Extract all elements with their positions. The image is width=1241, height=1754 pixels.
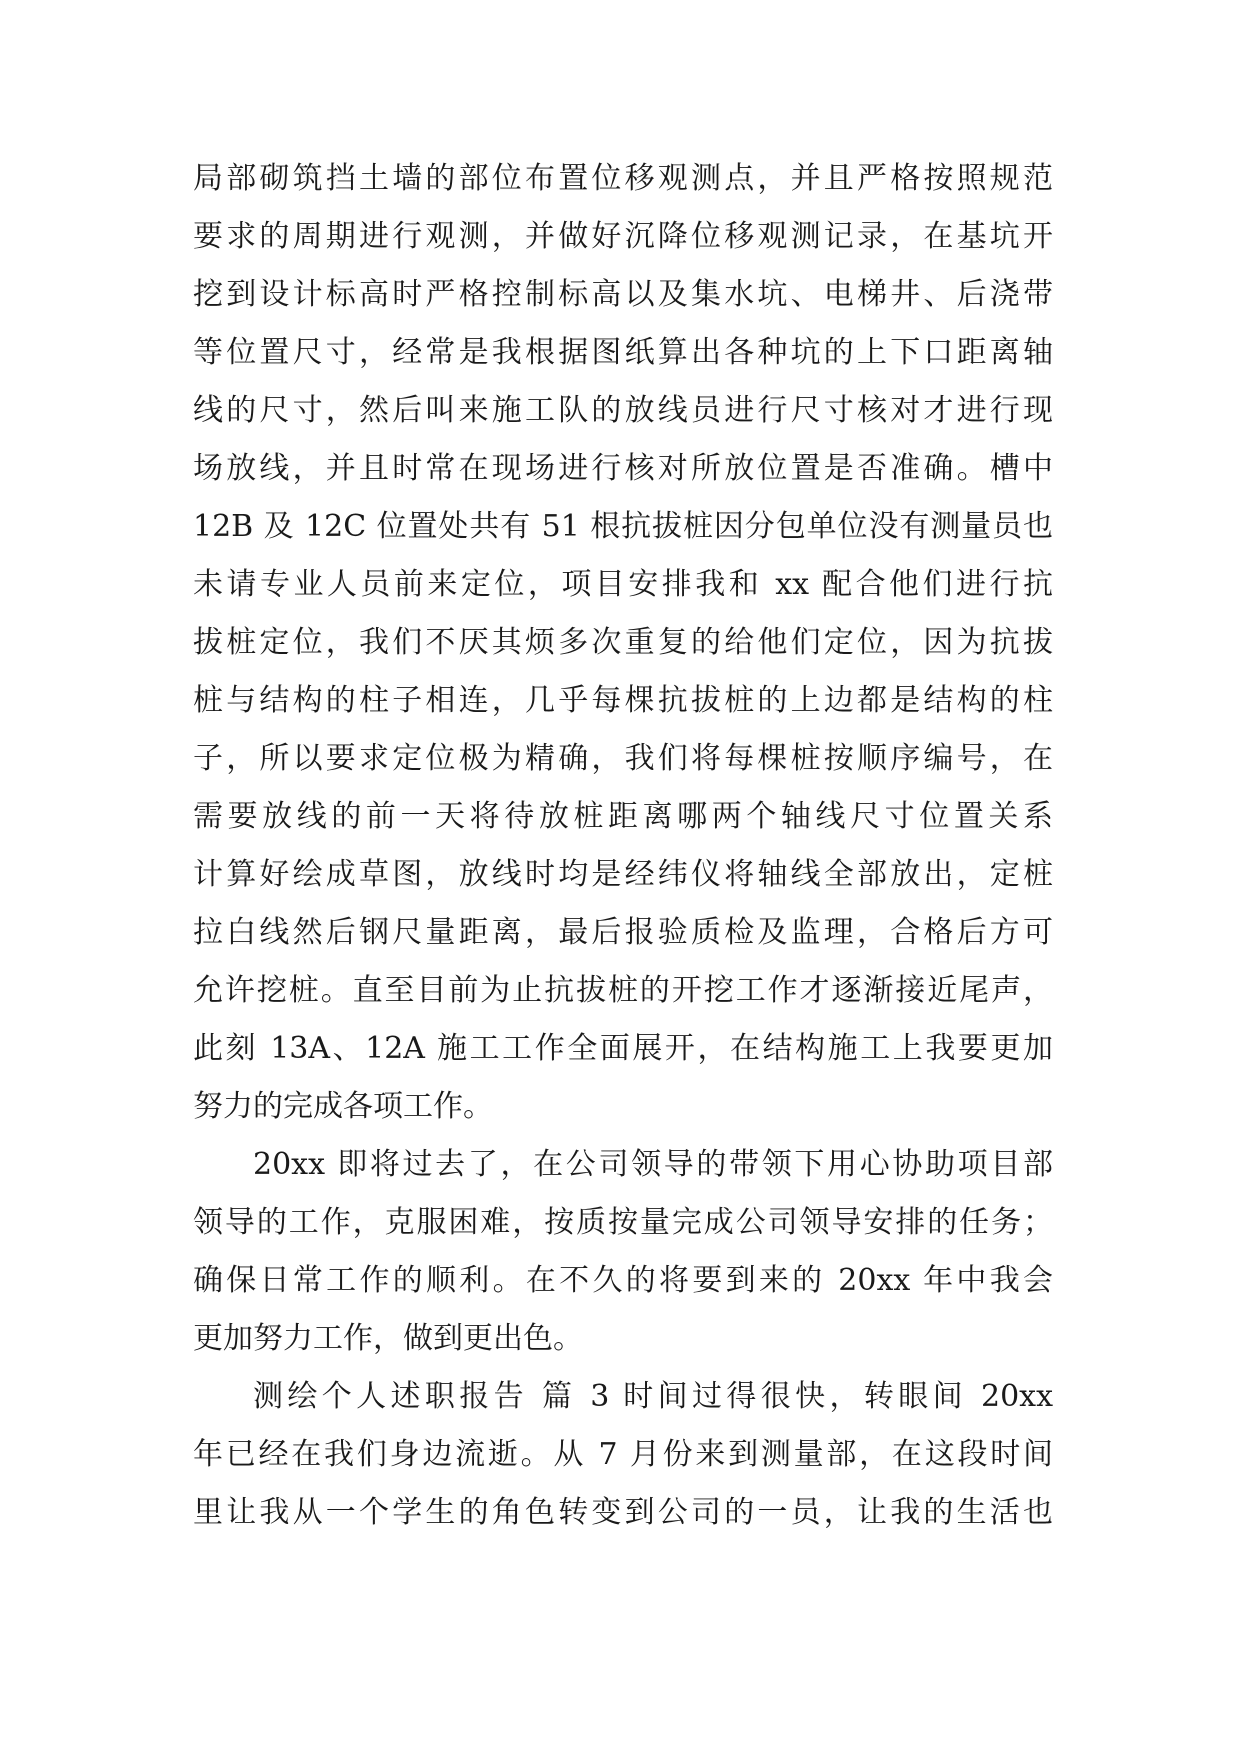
paragraph-1-line: 努力的完成各项工作。 [193,1089,493,1124]
paragraph-1-line: 拉白线然后钢尺量距离，最后报验质检及监理，合格后方可 [193,915,1053,950]
paragraph-1-line: 允许挖桩。直至目前为止抗拔桩的开挖工作才逐渐接近尾声， [193,973,1053,1008]
paragraph-1-line: 计算好绘成草图，放线时均是经纬仪将轴线全部放出，定桩 [193,857,1053,892]
paragraph-1-line: 等位置尺寸，经常是我根据图纸算出各种坑的上下口距离轴 [193,335,1053,370]
body-text [193,150,1053,1542]
paragraph-2-line: 领导的工作，克服困难，按质按量完成公司领导安排的任务； [193,1205,1053,1240]
paragraph-1-line: 场放线，并且时常在现场进行核对所放位置是否准确。槽中 [193,451,1053,486]
paragraph-2-line: 更加努力工作，做到更出色。 [193,1321,583,1356]
paragraph-1-line: 线的尺寸，然后叫来施工队的放线员进行尺寸核对才进行现 [193,393,1053,428]
paragraph-1-line: 需要放线的前一天将待放桩距离哪两个轴线尺寸位置关系 [193,799,1053,834]
paragraph-1-line: 12B 及 12C 位置处共有 51 根抗拔桩因分包单位没有测量员也 [193,509,1053,544]
paragraph-1-line: 要求的周期进行观测，并做好沉降位移观测记录，在基坑开 [193,219,1053,254]
paragraph-1-line: 未请专业人员前来定位，项目安排我和 xx 配合他们进行抗 [193,567,1053,602]
paragraph-3-line: 里让我从一个学生的角色转变到公司的一员，让我的生活也 [193,1495,1053,1530]
paragraph-2-line: 20xx 即将过去了，在公司领导的带领下用心协助项目部 [253,1147,1053,1182]
paragraph-1-line: 子，所以要求定位极为精确，我们将每棵桩按顺序编号，在 [193,741,1053,776]
paragraph-1-line: 挖到设计标高时严格控制标高以及集水坑、电梯井、后浇带 [193,277,1053,312]
paragraph-1-line: 局部砌筑挡土墙的部位布置位移观测点，并且严格按照规范 [193,161,1053,196]
paragraph-3-line: 年已经在我们身边流逝。从 7 月份来到测量部，在这段时间 [193,1437,1053,1472]
paragraph-1-line: 桩与结构的柱子相连，几乎每棵抗拔桩的上边都是结构的柱 [193,683,1053,718]
paragraph-1-line: 此刻 13A、12A 施工工作全面展开，在结构施工上我要更加 [193,1031,1053,1066]
paragraph-2-line: 确保日常工作的顺利。在不久的将要到来的 20xx 年中我会 [193,1263,1053,1298]
paragraph-1-line: 拔桩定位，我们不厌其烦多次重复的给他们定位，因为抗拔 [193,625,1053,660]
paragraph-3-line: 测绘个人述职报告 篇 3 时间过得很快，转眼间 20xx [253,1379,1053,1414]
